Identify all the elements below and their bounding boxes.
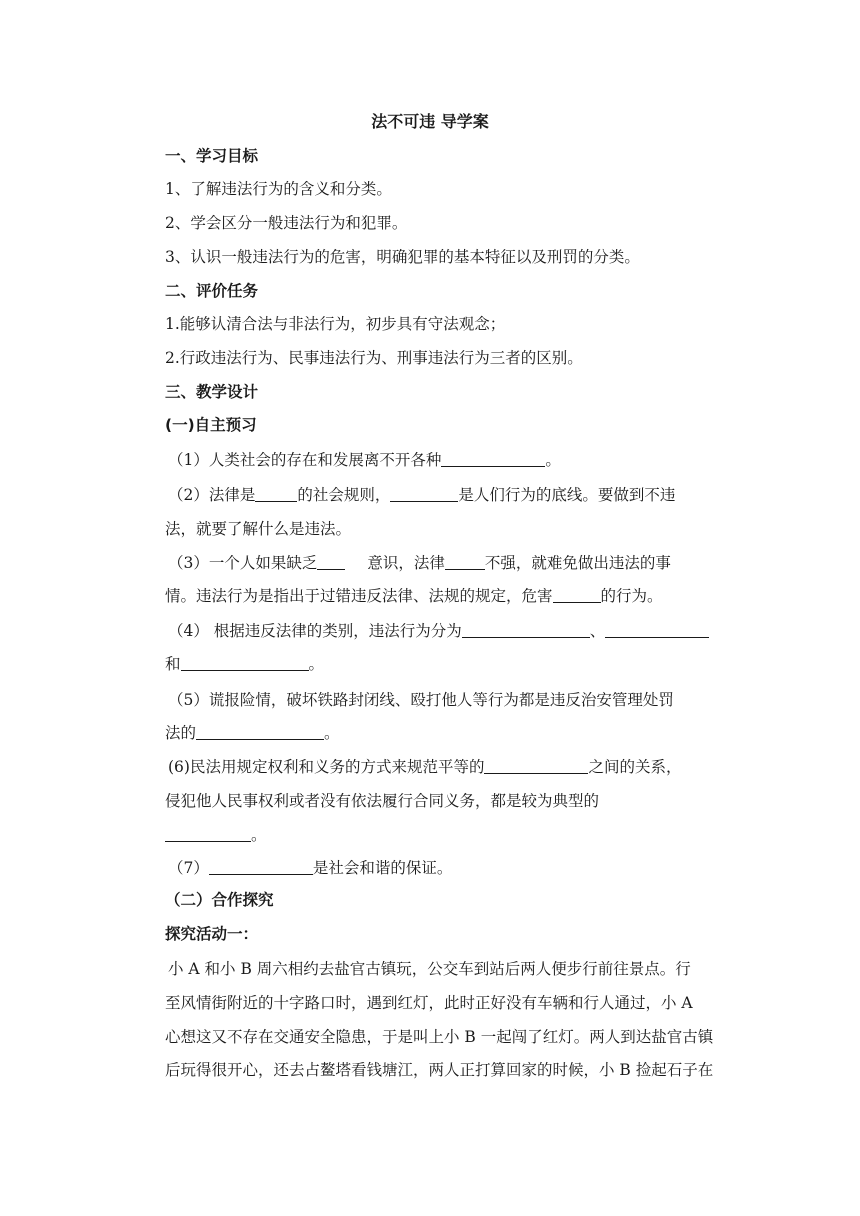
question-5-line-2: 法的 。 bbox=[165, 724, 340, 742]
answer-blank[interactable] bbox=[165, 826, 251, 842]
goal-item-2: 2、学会区分一般违法行为和犯罪。 bbox=[165, 214, 408, 232]
answer-blank[interactable] bbox=[445, 554, 485, 570]
answer-blank[interactable] bbox=[209, 859, 313, 875]
answer-blank[interactable] bbox=[390, 486, 458, 502]
evaluation-item-1: 1.能够认清合法与非法行为，初步具有守法观念； bbox=[165, 315, 506, 333]
question-1: （1）人类社会的存在和发展离不开各种 。 bbox=[168, 451, 561, 469]
section-heading-design: 三、教学设计 bbox=[165, 383, 259, 401]
answer-blank[interactable] bbox=[484, 758, 588, 774]
answer-blank[interactable] bbox=[196, 724, 324, 740]
question-6-line-3: 。 bbox=[165, 824, 730, 846]
section-heading-goals: 一、学习目标 bbox=[165, 147, 259, 165]
story-line-3: 心想这又不存在交通安全隐患，于是叫上小 B 一起闯了红灯。两人到达盐官古镇 bbox=[165, 1028, 714, 1046]
question-6-line-2: 侵犯他人民事权利或者没有依法履行合同义务，都是较为典型的 bbox=[165, 792, 600, 810]
answer-blank[interactable] bbox=[317, 554, 345, 570]
evaluation-item-2: 2.行政违法行为、民事违法行为、刑事违法行为三者的区别。 bbox=[165, 349, 583, 367]
answer-blank[interactable] bbox=[255, 486, 297, 502]
goal-item-3: 3、认识一般违法行为的危害，明确犯罪的基本特征以及刑罚的分类。 bbox=[165, 248, 640, 266]
question-3-line-2: 情。违法行为是指出于过错违反法律、法规的规定，危害 的行为。 bbox=[165, 587, 663, 605]
story-line-1: 小 A 和小 B 周六相约去盐官古镇玩，公交车到站后两人便步行前往景点。行 bbox=[168, 960, 691, 978]
question-7: （7） 是社会和谐的保证。 bbox=[168, 859, 453, 877]
goal-item-1: 1、了解违法行为的含义和分类。 bbox=[165, 180, 392, 198]
story-line-2: 至风情街附近的十字路口时，遇到红灯，此时正好没有车辆和行人通过，小 A bbox=[165, 994, 693, 1012]
question-2-line-1: （2）法律是 的社会规则， 是人们行为的底线。要做到不违 bbox=[168, 486, 676, 504]
story-line-4: 后玩得很开心，还去占鳌塔看钱塘江，两人正打算回家的时候，小 B 捡起石子在 bbox=[165, 1061, 714, 1079]
subsection-cooperative-inquiry: （二）合作探究 bbox=[165, 891, 274, 909]
answer-blank[interactable] bbox=[462, 622, 590, 638]
answer-blank[interactable] bbox=[553, 587, 601, 603]
question-4-line-2: 和 。 bbox=[165, 655, 325, 673]
section-heading-evaluation: 二、评价任务 bbox=[165, 282, 259, 300]
answer-blank[interactable] bbox=[181, 655, 309, 671]
page-title: 法不可违 导学案 bbox=[371, 112, 489, 131]
subsection-self-study: (一)自主预习 bbox=[165, 416, 257, 434]
answer-blank[interactable] bbox=[605, 622, 709, 638]
question-3-line-1: （3）一个人如果缺乏 意识，法律 不强，就难免做出违法的事 bbox=[168, 554, 671, 572]
question-2-line-2: 法，就要了解什么是违法。 bbox=[165, 520, 352, 538]
question-4-line-1: （4） 根据违反法律的类别，违法行为分为 、 bbox=[168, 620, 733, 642]
activity-heading: 探究活动一： bbox=[165, 925, 259, 943]
question-6-line-1: (6)民法用规定权利和义务的方式来规范平等的 之间的关系， bbox=[168, 758, 682, 776]
question-5-line-1: （5）谎报险情，破坏铁路封闭线、殴打他人等行为都是违反治安管理处罚 bbox=[168, 691, 674, 709]
answer-blank[interactable] bbox=[441, 451, 545, 467]
